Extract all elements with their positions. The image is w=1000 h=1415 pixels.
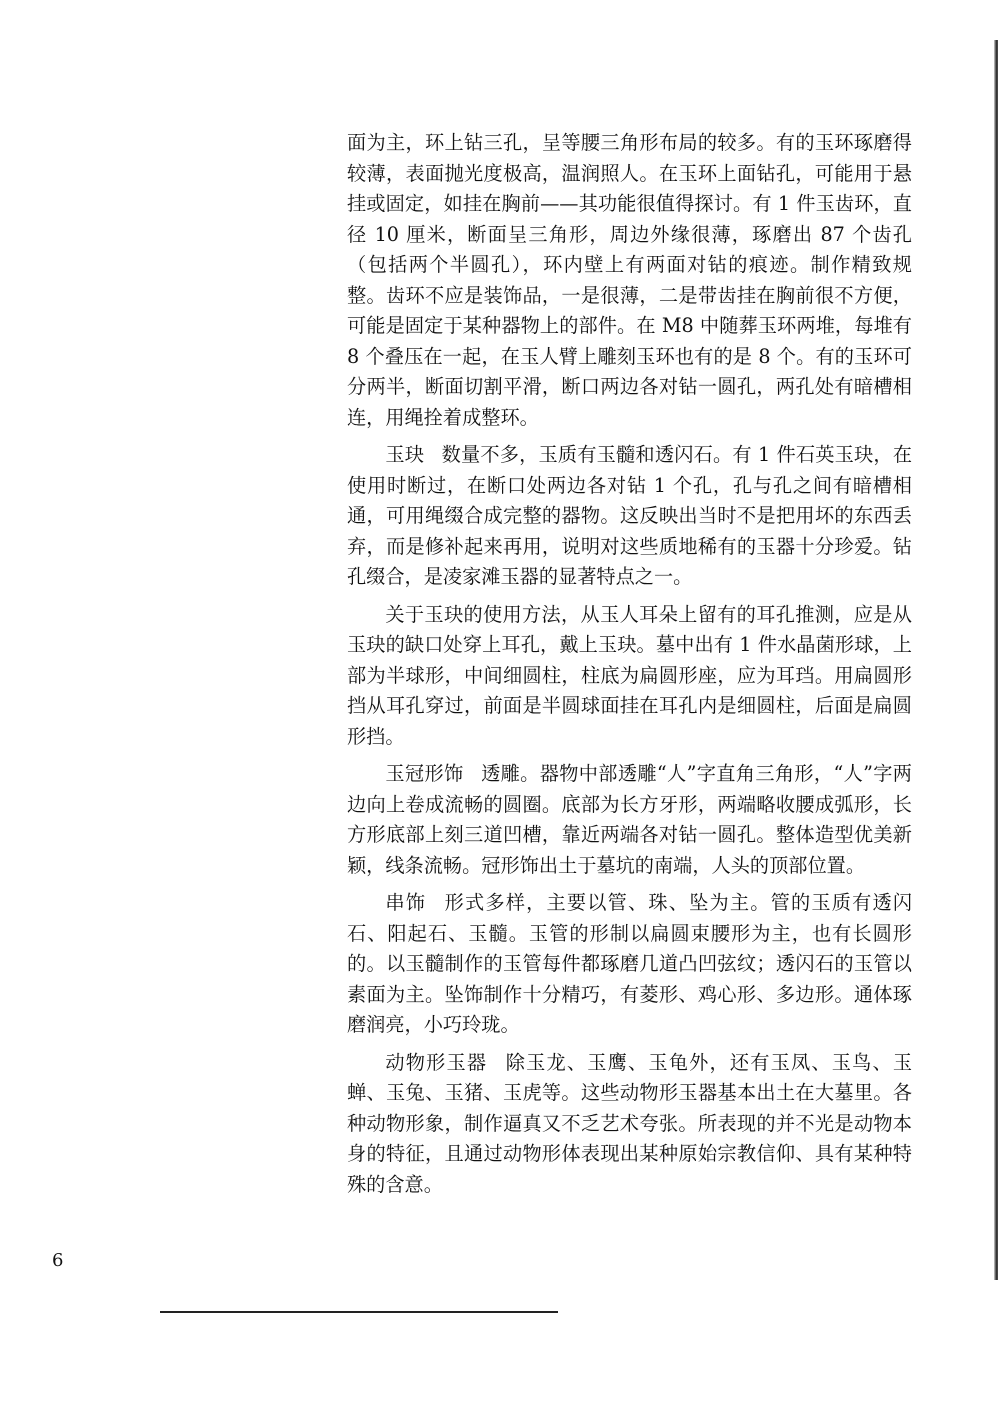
paragraph-term: 动物形玉器 <box>385 1050 488 1074</box>
paragraph-text: 面为主，环上钻三孔，呈等腰三角形布局的较多。有的玉环琢磨得较薄，表面抛光度极高，温润照人。在玉环上面钻孔，可能用于悬挂或固定，如挂在胸前——其功能很值得探讨。有 1 件玉齿环，直径 10 厘米，断面呈三角形，周边外缘很薄，琢磨出 87 个齿孔（包括两个半圆孔），环内壁上有两面对钻的痕迹。制作精致规整。齿环不应是装饰品，一是很薄，二是带齿挂在胸前很不方便，可能是固定于某种器物上的部件。在 M8 中随葬玉环两堆，每堆有 8 个叠压在一起，在玉人臂上雕刻玉环也有的是 8 个。有的玉环可分两半，断面切割平滑，断口两边各对钻一圆孔，两孔处有暗槽相连，用绳拴着成整环。 <box>347 131 912 429</box>
paragraph-term: 串饰 <box>385 891 427 914</box>
paragraph-text: 除玉龙、玉鹰、玉龟外，还有玉凤、玉鸟、玉蝉、玉兔、玉猪、玉虎等。这些动物形玉器基本出土在大墓里。各种动物形象，制作逼真又不乏艺术夸张。所表现的并不光是动物本身的特征，且通过动物形体表现出某种原始宗教信仰、具有某种特殊的含意。 <box>347 1050 913 1196</box>
body-text <box>347 128 912 1207</box>
paragraph-jade-jue <box>347 440 912 593</box>
paragraph-animal-jade <box>347 1048 912 1201</box>
paragraph-crown-ornament <box>347 759 912 881</box>
paragraph-text: 关于玉玦的使用方法，从玉人耳朵上留有的耳孔推测，应是从玉玦的缺口处穿上耳孔，戴上玉玦。墓中出有 1 件水晶菌形球，上部为半球形，中间细圆柱，柱底为扁圆形座，应为耳珰。用扁圆形挡从耳孔穿过，前面是半圆球面挂在耳孔内是细圆柱，后面是扁圆形挡。 <box>347 602 912 748</box>
paragraph-jade-ring <box>347 128 912 433</box>
paragraph-text: 透雕。器物中部透雕“人”字直角三角形，“人”字两边向上卷成流畅的圆圈。底部为长方牙形，两端略收腰成弧形，长方形底部上刻三道凹槽，靠近两端各对钻一圆孔。整体造型优美新颖，线条流畅。冠形饰出土于墓坑的南端，人头的顶部位置。 <box>347 762 912 877</box>
paragraph-strung-ornament <box>347 888 912 1041</box>
footer-rule <box>160 1311 558 1313</box>
page-number: 6 <box>52 1250 64 1271</box>
paragraph-text: 形式多样，主要以管、珠、坠为主。管的玉质有透闪石、阳起石、玉髓。玉管的形制以扁圆束腰形为主，也有长圆形的。以玉髓制作的玉管每件都琢磨几道凸凹弦纹；透闪石的玉管以素面为主。坠饰制作十分精巧，有菱形、鸡心形、多边形。通体琢磨润亮，小巧玲珑。 <box>347 891 913 1036</box>
paragraph-text: 数量不多，玉质有玉髓和透闪石。有 1 件石英玉玦，在使用时断过，在断口处两边各对钻 1 个孔，孔与孔之间有暗槽相通，可用绳缀合成完整的器物。这反映出当时不是把用坏的东西丢弃，而是修补起来再用，说明对这些质地稀有的玉器十分珍爱。钻孔缀合，是凌家滩玉器的显著特点之一。 <box>347 443 913 588</box>
scan-edge-shadow <box>994 40 998 1280</box>
paragraph-term: 玉冠形饰 <box>385 762 464 785</box>
paragraph-jue-usage <box>347 600 912 753</box>
paragraph-term: 玉玦 <box>385 443 425 466</box>
